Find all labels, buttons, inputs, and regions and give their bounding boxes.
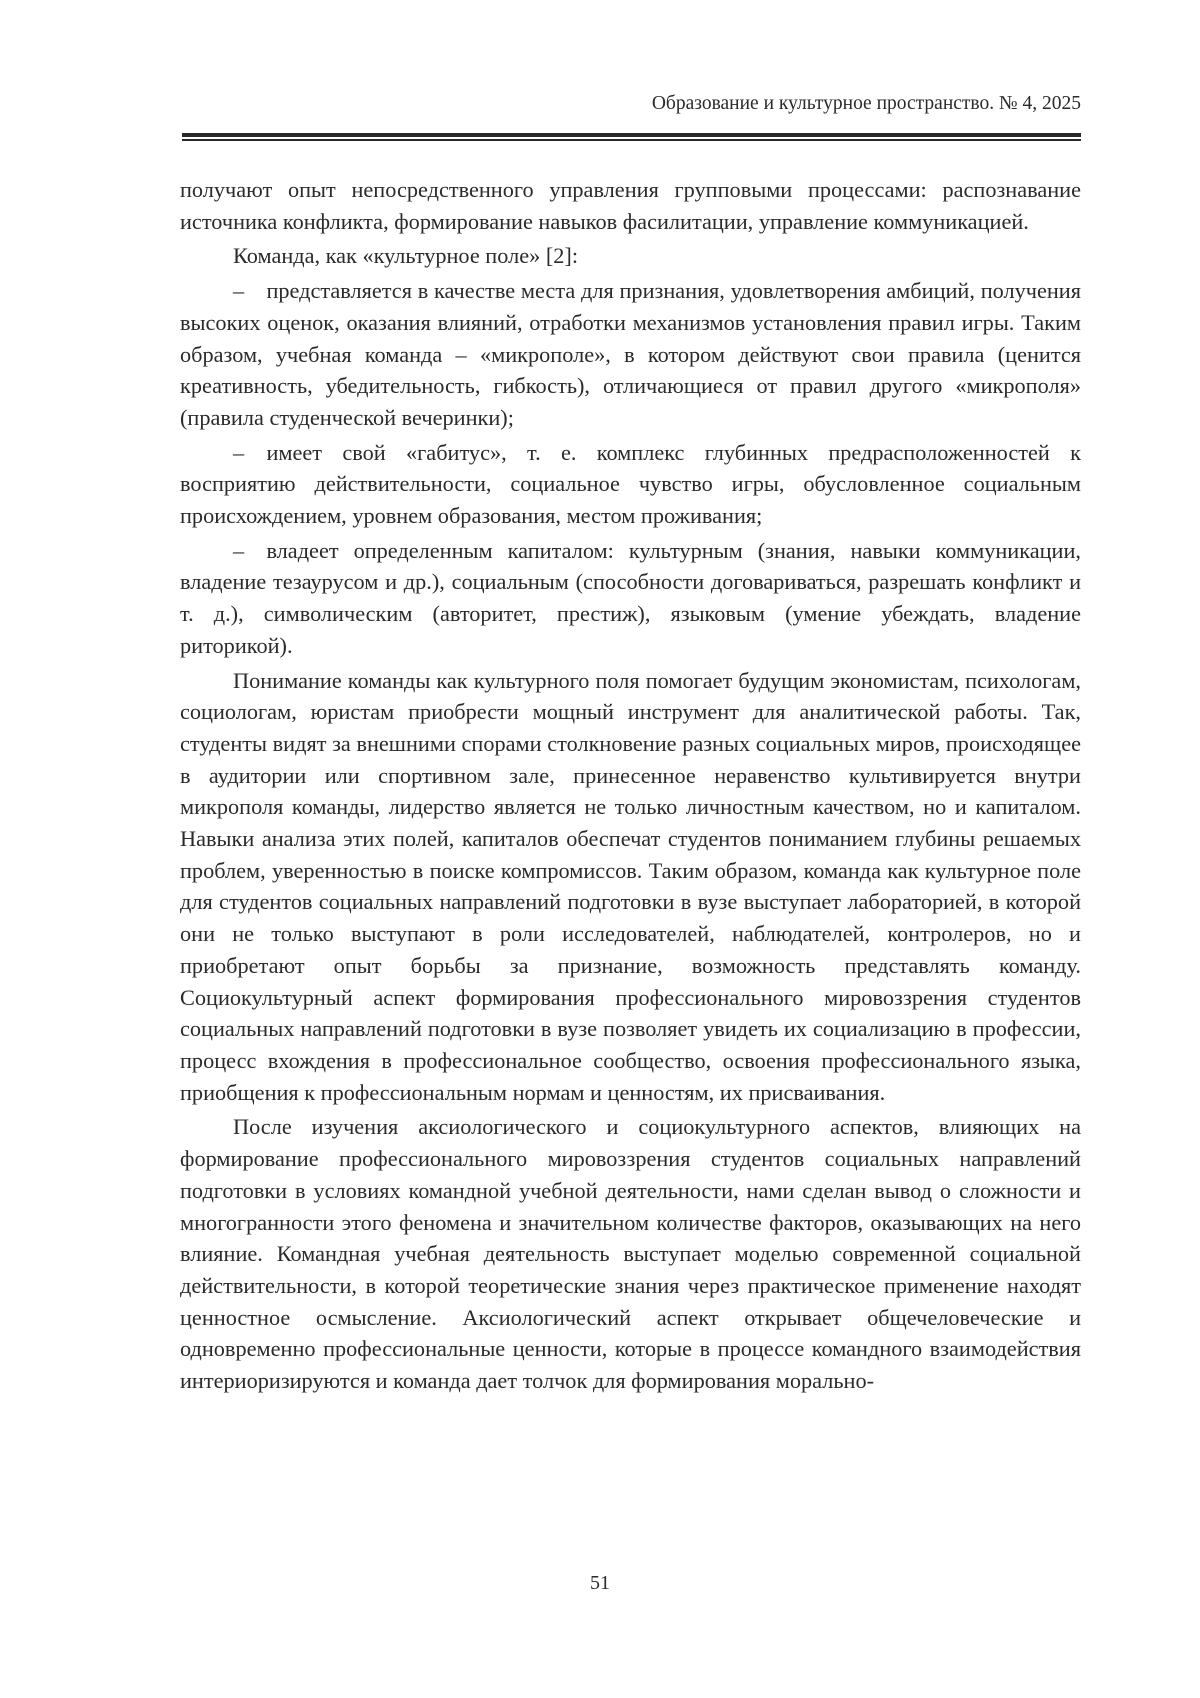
paragraph-continuation: получают опыт непосредственного управления групповыми процессами: распознавание источника конфликта, формирование навыков фасилитации, управление коммуникацией. xyxy=(180,177,1081,234)
paragraph-understanding-team: Понимание команды как культурного поля помогает будущим экономистам, психологам, социологам, юристам приобрести мощный инструмент для аналитической работы. Так, студенты видят за внешними спорами столкновение разных социальных миров, происходящее в аудитории или спортивном зале, принесенное неравенство культивируется внутри микрополя команды, лидерство является не только личностным качеством, но и капиталом. Навыки анализа этих полей, капиталов обеспечат студентов пониманием глубины решаемых проблем, уверенностью в поиске компромиссов. Таким образом, команда как культурное поле для студентов социальных направлений подготовки в вузе выступает лабораторией, в которой они не только выступают в роли исследователей, наблюдателей, контролеров, но и приобретают опыт борьбы за признание, возможность представлять команду. Социокультурный аспект формирования профессионального мировоззрения студентов социальных направлений подготовки в вузе позволяет увидеть их социализацию в профессии, процесс вхождения в профессиональное сообщество, освоения профессионального языка, приобщения к профессиональным нормам и ценностям, их присваивания. xyxy=(180,667,1081,1105)
header-rule-thin xyxy=(182,139,1081,141)
page-number: 51 xyxy=(590,1572,610,1594)
paragraph-team-cultural-field: Команда, как «культурное поле» [2]: xyxy=(233,243,579,269)
paragraph-conclusion: После изучения аксиологического и социокультурного аспектов, влияющих на формирование профессионального мировоззрения студентов социальных направлений подготовки в условиях командной учебной деятельности, нами сделан вывод о сложности и многогранности этого феномена и значительном количестве факторов, оказывающих на него влияние. Командная учебная деятельность выступает моделью современной социальной действительности, в которой теоретические знания через практическое применение находят ценностное осмысление. Аксиологический аспект открывает общечеловеческие и одновременно профессиональные ценности, которые в процессе командного взаимодействия интериоризируются и команда дает толчок для формирования морально- xyxy=(180,1114,1081,1394)
list-item-habitus: – имеет свой «габитус», т. е. комплекс глубинных предрасположенностей к восприятию действительности, социальное чувство игры, обусловленное социальным происхождением, уровнем образования, местом проживания; xyxy=(180,439,1081,529)
article-body xyxy=(180,174,1081,1397)
list-item-capital: – владеет определенным капиталом: культурным (знания, навыки коммуникации, владение тезаурусом и др.), социальным (способности договариваться, разрешать конфликт и т. д.), символическим (авторитет, престиж), языковым (умение убеждать, владение риторикой). xyxy=(180,537,1081,658)
header-rule-thick xyxy=(182,133,1081,137)
header-double-rule xyxy=(182,133,1081,142)
list-item-recognition-place: – представляется в качестве места для признания, удовлетворения амбиций, получения высоких оценок, оказания влияний, отработки механизмов установления правил игры. Таким образом, учебная команда – «микрополе», в котором действуют свои правила (ценится креативность, убедительность, гибкость), отличающиеся от правил другого «микрополя» (правила студенческой вечеринки); xyxy=(180,278,1081,430)
running-header: Образование и культурное пространство. № 4, 2025 xyxy=(651,93,1081,114)
